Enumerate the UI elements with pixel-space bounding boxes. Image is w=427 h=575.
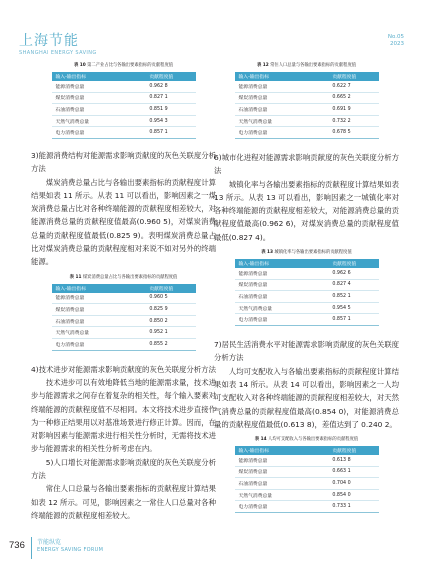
row-value: 0.678 5 [286,127,378,139]
table-14-caption [214,437,399,443]
column-header-value: 贡献程度值 [103,284,195,293]
row-value: 0.704 0 [286,478,378,490]
row-value: 0.954 3 [103,115,195,127]
table-12-number: 表 12 [256,63,269,68]
footer-journal-en: ENERGY SAVING FORUM [37,547,104,553]
row-label: 天然气消费总量 [235,115,287,127]
row-value: 0.663 1 [286,466,378,478]
row-value: 0.857 1 [103,127,195,139]
table-11-title: 煤炭消费总量占比与各输出要素指标的贡献程度值 [82,274,178,280]
table-12-caption [214,63,399,69]
row-label: 石油消费总量 [235,478,287,490]
table-14-title: 人均可支配收入与各输出要素指标的贡献程度值 [267,437,359,443]
row-label: 煤炭消费总量 [52,92,104,104]
section-6-body: 城镇化率与各输出要素指标的贡献程度计算结果如表 13 所示。从表 13 可以看出，影响因素之一城镇化率对各种终端能源的贡献程度相差较大，对能源消费总量的贡献程度值最高(0.962 6)，对煤炭消费总量的贡献程度值最低(0.827 4)。 [214,179,399,242]
row-value: 0.622 7 [286,81,378,92]
row-value: 0.962 8 [103,81,195,92]
table-12 [235,72,379,139]
table-11 [52,284,196,351]
row-value: 0.733 1 [286,501,378,513]
table-header-row [52,72,196,81]
table-row [235,501,379,513]
row-value: 0.962 6 [286,268,378,279]
table-10-caption [31,63,216,69]
section-4-heading: 4)技术进步对能源需求影响贡献度的灰色关联度分析方法 [31,364,216,374]
table-row [235,115,379,127]
row-label: 石油消费总量 [52,104,104,116]
section-5-body: 常住人口总量与各输出要素指标的贡献程度计算结果如表 12 所示。可见，影响因素之一常住人口总量对各种终端能源的贡献程度相差较大。 [31,484,216,520]
table-row [235,455,379,466]
column-header-indicator: 输入-输出指标 [52,284,104,293]
issue-info [388,34,404,48]
table-row [235,127,379,139]
table-10-number: 表 10 [73,63,86,68]
row-label: 电力消费总量 [235,314,287,326]
row-value: 0.857 1 [286,314,378,326]
table-10-title: 第二产业占比与各输出要素指标的贡献程度值 [87,63,174,68]
journal-subtitle: SHANGHAI ENERGY SAVING [19,50,97,56]
row-label: 电力消费总量 [52,127,104,139]
row-label: 天然气消费总量 [52,327,104,339]
table-row [235,92,379,104]
column-header-indicator: 输入-输出指标 [52,72,104,81]
table-12-title: 常住人口总量与各输出要素指标的贡献程度值 [270,63,357,68]
section-3-heading: 3)能源消费结构对能源需求影响贡献度的灰色关联度分析方法 [31,150,216,174]
row-label: 石油消费总量 [235,104,287,116]
row-value: 0.665 2 [286,92,378,104]
table-13-number: 表 13 [261,250,274,256]
table-row [52,92,196,104]
table-row [52,104,196,116]
footer-divider [31,537,32,559]
row-value: 0.825 9 [103,304,195,316]
row-label: 电力消费总量 [235,501,287,513]
table-row [235,489,379,501]
section-3-body: 煤炭消费总量占比与各输出要素指标的贡献程度计算结果如表 11 所示。从表 11 可以看出，影响因素之一煤炭消费总量占比对各种终端能源的贡献程度相差较大，对能源消费总量的贡献程度值最高(0.960 5)，对煤炭消费总量的贡献程度值最低(0.825 9)。表明煤炭消费总量占比对煤炭消费总量的贡献程度相对来说不如对另外的终端能源。 [31,177,216,267]
table-11-caption [31,275,216,281]
section-6-heading: 6)城市化进程对能源需求影响贡献度的灰色关联度分析方法 [214,152,399,176]
column-header-value: 贡献程度值 [286,446,378,455]
row-value: 0.732 2 [286,115,378,127]
table-14 [235,446,379,513]
row-value: 0.827 4 [286,279,378,291]
journal-title: 上海节能 [19,33,79,49]
table-header-row [235,72,379,81]
row-value: 0.852 1 [286,291,378,303]
table-11-number: 表 11 [69,274,82,280]
row-value: 0.954 5 [286,302,378,314]
table-row [235,291,379,303]
table-header-row [52,284,196,293]
table-row [52,327,196,339]
table-row [235,314,379,326]
row-label: 能源消费总量 [235,455,287,466]
column-header-value: 贡献程度值 [286,72,378,81]
page-number: 736 [9,540,25,551]
row-label: 能源消费总量 [52,293,104,304]
row-label: 能源消费总量 [52,81,104,92]
table-row [52,115,196,127]
row-value: 0.960 5 [103,293,195,304]
table-13-title: 城镇化率与各输出要素指标的贡献程度值 [274,250,352,256]
column-header-value: 贡献程度值 [103,72,195,81]
row-value: 0.850 2 [103,315,195,327]
table-header-row [235,259,379,268]
row-label: 天然气消费总量 [235,489,287,501]
issue-number: No.05 [387,34,404,40]
table-row [235,466,379,478]
row-label: 电力消费总量 [52,339,104,351]
row-value: 0.691 9 [286,104,378,116]
right-column [214,60,399,513]
table-row [235,268,379,279]
row-value: 0.827 1 [103,92,195,104]
row-label: 石油消费总量 [235,291,287,303]
issue-year: 2023 [390,41,404,47]
section-7-body: 人均可支配收入与各输出要素指标的贡献程度计算结果如表 14 所示。从表 14 可以看出，影响因素之一人均可支配收入对各种终端能源的贡献程度相差较大，对天然气消费总量的贡献程度值最高(0.854 0)，对能源消费总量的贡献程度值最低(0.613 8)，差值达到了 0.240 2。 [214,366,399,429]
column-header-value: 贡献程度值 [286,259,378,268]
row-label: 煤炭消费总量 [235,92,287,104]
row-label: 石油消费总量 [52,315,104,327]
table-row [235,478,379,490]
row-label: 煤炭消费总量 [52,304,104,316]
table-row [235,104,379,116]
row-value: 0.613 8 [286,455,378,466]
table-row [52,293,196,304]
table-row [235,81,379,92]
table-row [52,304,196,316]
row-value: 0.854 0 [286,489,378,501]
section-4-body: 技术进步可以有效地降低当地的能源需求量，技术进步与能源需求之间存在着复杂的相关性，每个输入要素对终端能源的贡献程度值不尽相同。本文将技术进步直接作为一种修正结果用以对基准场景进行修正计算。因而，在对影响因素与能源需求进行相关性分析时，无需将技术进步与能源需求的相关性分析考虑在内。 [31,377,216,454]
table-13 [235,259,379,326]
left-column [31,60,216,522]
table-row [52,81,196,92]
table-14-number: 表 14 [254,437,267,443]
row-label: 天然气消费总量 [235,302,287,314]
table-header-row [235,446,379,455]
table-row [235,279,379,291]
column-header-indicator: 输入-输出指标 [235,446,287,455]
table-10 [52,72,196,139]
row-label: 电力消费总量 [235,127,287,139]
table-13-caption [214,250,399,256]
table-row [235,302,379,314]
row-label: 煤炭消费总量 [235,279,287,291]
table-row [52,315,196,327]
row-label: 天然气消费总量 [52,115,104,127]
section-7-heading: 7)居民生活消费水平对能源需求影响贡献度的灰色关联度分析方法 [214,340,399,363]
column-header-indicator: 输入-输出指标 [235,72,287,81]
row-label: 能源消费总量 [235,268,287,279]
table-row [52,127,196,139]
row-value: 0.952 1 [103,327,195,339]
row-label: 能源消费总量 [235,81,287,92]
section-5-heading: 5)人口增长对能源需求影响贡献度的灰色关联度分析方法 [31,457,216,480]
column-header-indicator: 输入-输出指标 [235,259,287,268]
footer-journal-cn: 节能纵览 [37,539,62,546]
table-row [52,339,196,351]
row-value: 0.855 2 [103,339,195,351]
row-value: 0.851 9 [103,104,195,116]
row-label: 煤炭消费总量 [235,466,287,478]
